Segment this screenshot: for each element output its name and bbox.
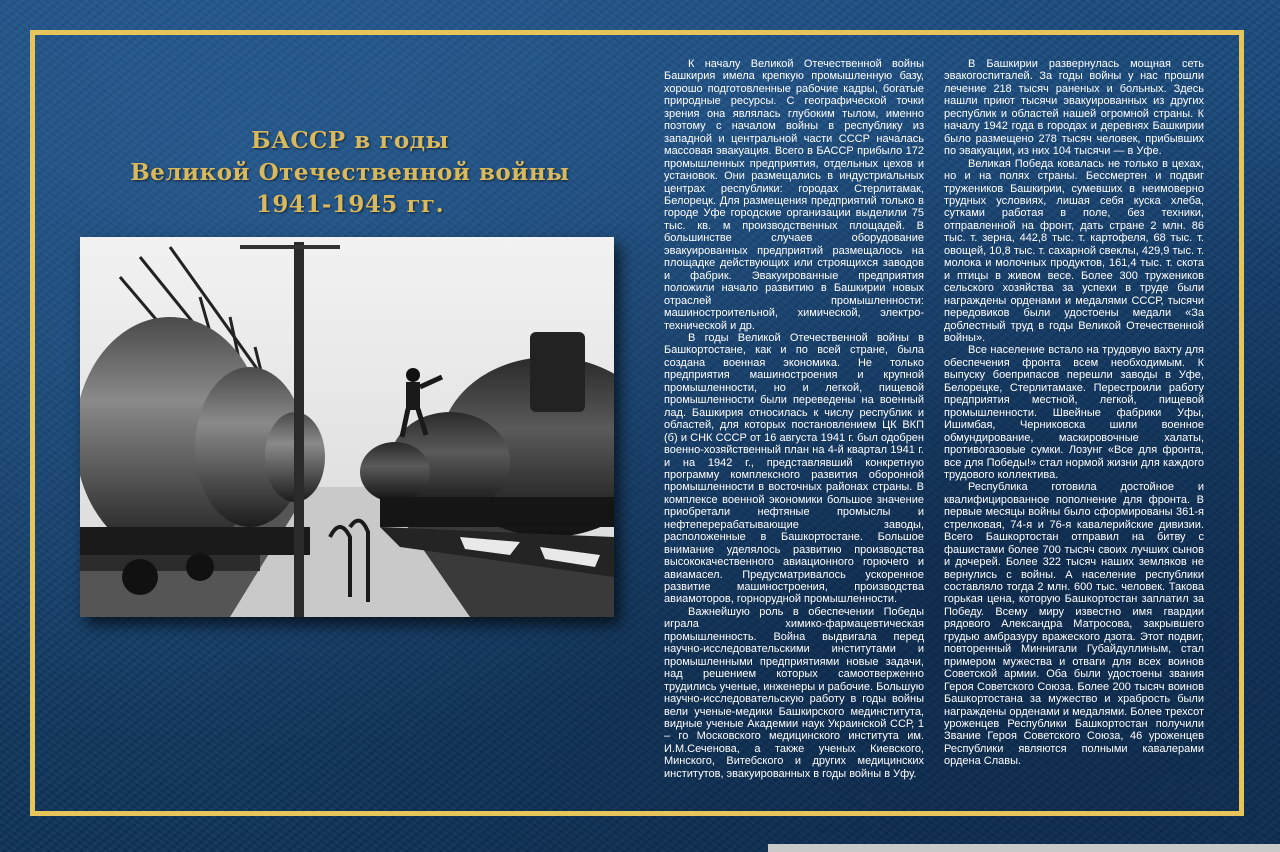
paragraph: Республика готовила достойное и квалифицированное пополнение для фронта. В первые месяцы войны было сформированы 361-я стрелковая, 74-я и 76-я кавалерийские дивизии. Всего Башкортостан отправил на битву с фашистами более 700 тысяч своих лучших сынов и дочерей. Более 322 тысяч наших земляков не вернулись с войны. А население республики составляло тогда 2 млн. 600 тыс. человек. Такова горькая цена, которую Башкортостан заплатил за Победу. Всему миру известно имя гвардии рядового Александра Матросова, закрывшего грудью амбразуру вражеского дзота. Этот подвиг, повторенный Миннигали Губайдуллиным, стал примером мужества и отваги для всех воинов Советской армии. Оба были удостоены звания Героя Советского Союза. Более 200 тысяч воинов Башкортостана за мужество и храбрость были награждены орденами и медалями. Более трехсот уроженцев Республики Башкортостан получили Звание Героя Советского Союза, 46 уроженцев Республики являются полными кавалерами ордена Славы. xyxy=(944,481,1204,768)
title-line-2: Великой Отечественной войны xyxy=(130,159,570,186)
paragraph: В Башкирии развернулась мощная сеть эвакогоспиталей. За годы войны у нас прошли лечение 218 тысяч раненых и больных. Здесь нашли приют тысячи эвакуированных из других республик и областей нашей огромной страны. К началу 1942 года в городах и деревнях Башкирии было размещено 278 тысяч человек, прибывших по эвакуации, из них 104 тысячи — в Уфе. xyxy=(944,58,1204,158)
title-line-3: 1941-1945 гг. xyxy=(255,191,445,218)
bottom-edge-strip xyxy=(768,844,1280,852)
paragraph: Все население встало на трудовую вахту для обеспечения фронта всем необходимым. К выпуску боеприпасов перешли заводы в Уфе, Белорецке, Стерлитамаке. Перестроили работу предприятия местной, легкой, пищевой промышленности. Швейные фабрики Уфы, Ишимбая, Черниковска шили военное обмундирование, маскировочные халаты, противогазовые сумки. Лозунг «Все для фронта, все для Победы!» стал нормой жизни для каждого трудового коллектива. xyxy=(944,344,1204,481)
paragraph: Великая Победа ковалась не только в цехах, но и на полях страны. Бессмертен и подвиг тружеников Башкирии, сумевших в неимоверно трудных условиях, лишая себя куска хлеба, сутками работая в поле, без техники, отправленной на фронт, дать стране 2 млн. 86 тыс. т. зерна, 442,8 тыс. т. картофеля, 68 тыс. т. овощей, 10,8 тыс. т. сахарной свеклы, 429,9 тыс. т. молока и молочных продуктов, 161,4 тыс. т. скота и птицы в живом весе. Более 300 тружеников сельского хозяйства за успехи в труде были награждены орденами и медалями СССР, тысячи передовиков были удостоены медали «За доблестный труд в годы Великой Отечественной войны». xyxy=(944,157,1204,344)
title-line-1: БАССР в годы xyxy=(250,127,450,154)
text-column-left xyxy=(664,58,924,780)
paragraph: В годы Великой Отечественной войны в Башкортостане, как и по всей стране, была создана военная экономика. Не только предприятия машиностроения и крупной промышленности, но и легкой, пищевой промышленности были переведены на военный лад. Башкирия относилась к числу республик и областей, для которых постановлением ЦК ВКП (б) и СНК СССР от 16 августа 1941 г. был одобрен военно-хозяйственный план на 4-й квартал 1941 г. и на 1942 г., представлявший конкретную программу комплексного развития оборонной промышленности в восточных районах страны. В комплексе военной экономики большое значение приобретали нефтяные промыслы и нефтеперерабатывающие заводы, расположенные в Башкортостане. Большое внимание уделялось развитию производства высококачественного авиационного горючего и авиамасел. Предусматривалось ускоренное развитие машиностроения, производства авиамоторов, горнорудной промышленности. xyxy=(664,331,924,606)
paragraph: Важнейшую роль в обеспечении Победы играла химико-фармацевтическая промышленность. Война выдвигала перед научно-исследовательскими институтами и промышленными предприятиями новые задачи, над решением которых самоотверженно трудились ученые, инженеры и рабочие. Большую научно-исследовательскую работу в годы войны вели ученые-медики Башкирского мединститута, видные ученые Академии наук Украинской ССР, 1 – го Московского медицинского института им. И.М.Сеченова, а также ученых Киевского, Минского, Витебского и других медицинских институтов, эвакуированных в годы войны в Уфу. xyxy=(664,605,924,780)
paragraph: К началу Великой Отечественной войны Башкирия имела крепкую промышленную базу, хорошо подготовленные рабочие кадры, богатые природные ресурсы. С географической точки зрения она являлась глубоким тылом, именно поэтому с началом войны в республику из западной и центральной части СССР началась массовая эвакуация. Всего в БАССР прибыло 172 промышленных предприятия, отдельных цехов и установок. Они размещались в индустриальных центрах республики: городах Стерлитамак, Белорецк. Для размещения предприятий только в городе Уфе городские организации выделили 75 тыс. кв. м производственных площадей. В большинстве случаев оборудование эвакуированных предприятий размещалось на площадке действующих или строящихся заводов и фабрик. Эвакуированные предприятия положили начало развитию в Башкирии новых отраслей промышленности: машиностроительной, химической, электро-технической и др. xyxy=(664,58,924,332)
tank-train-photo xyxy=(80,237,614,617)
text-column-right xyxy=(944,58,1204,768)
page-title xyxy=(110,125,590,221)
